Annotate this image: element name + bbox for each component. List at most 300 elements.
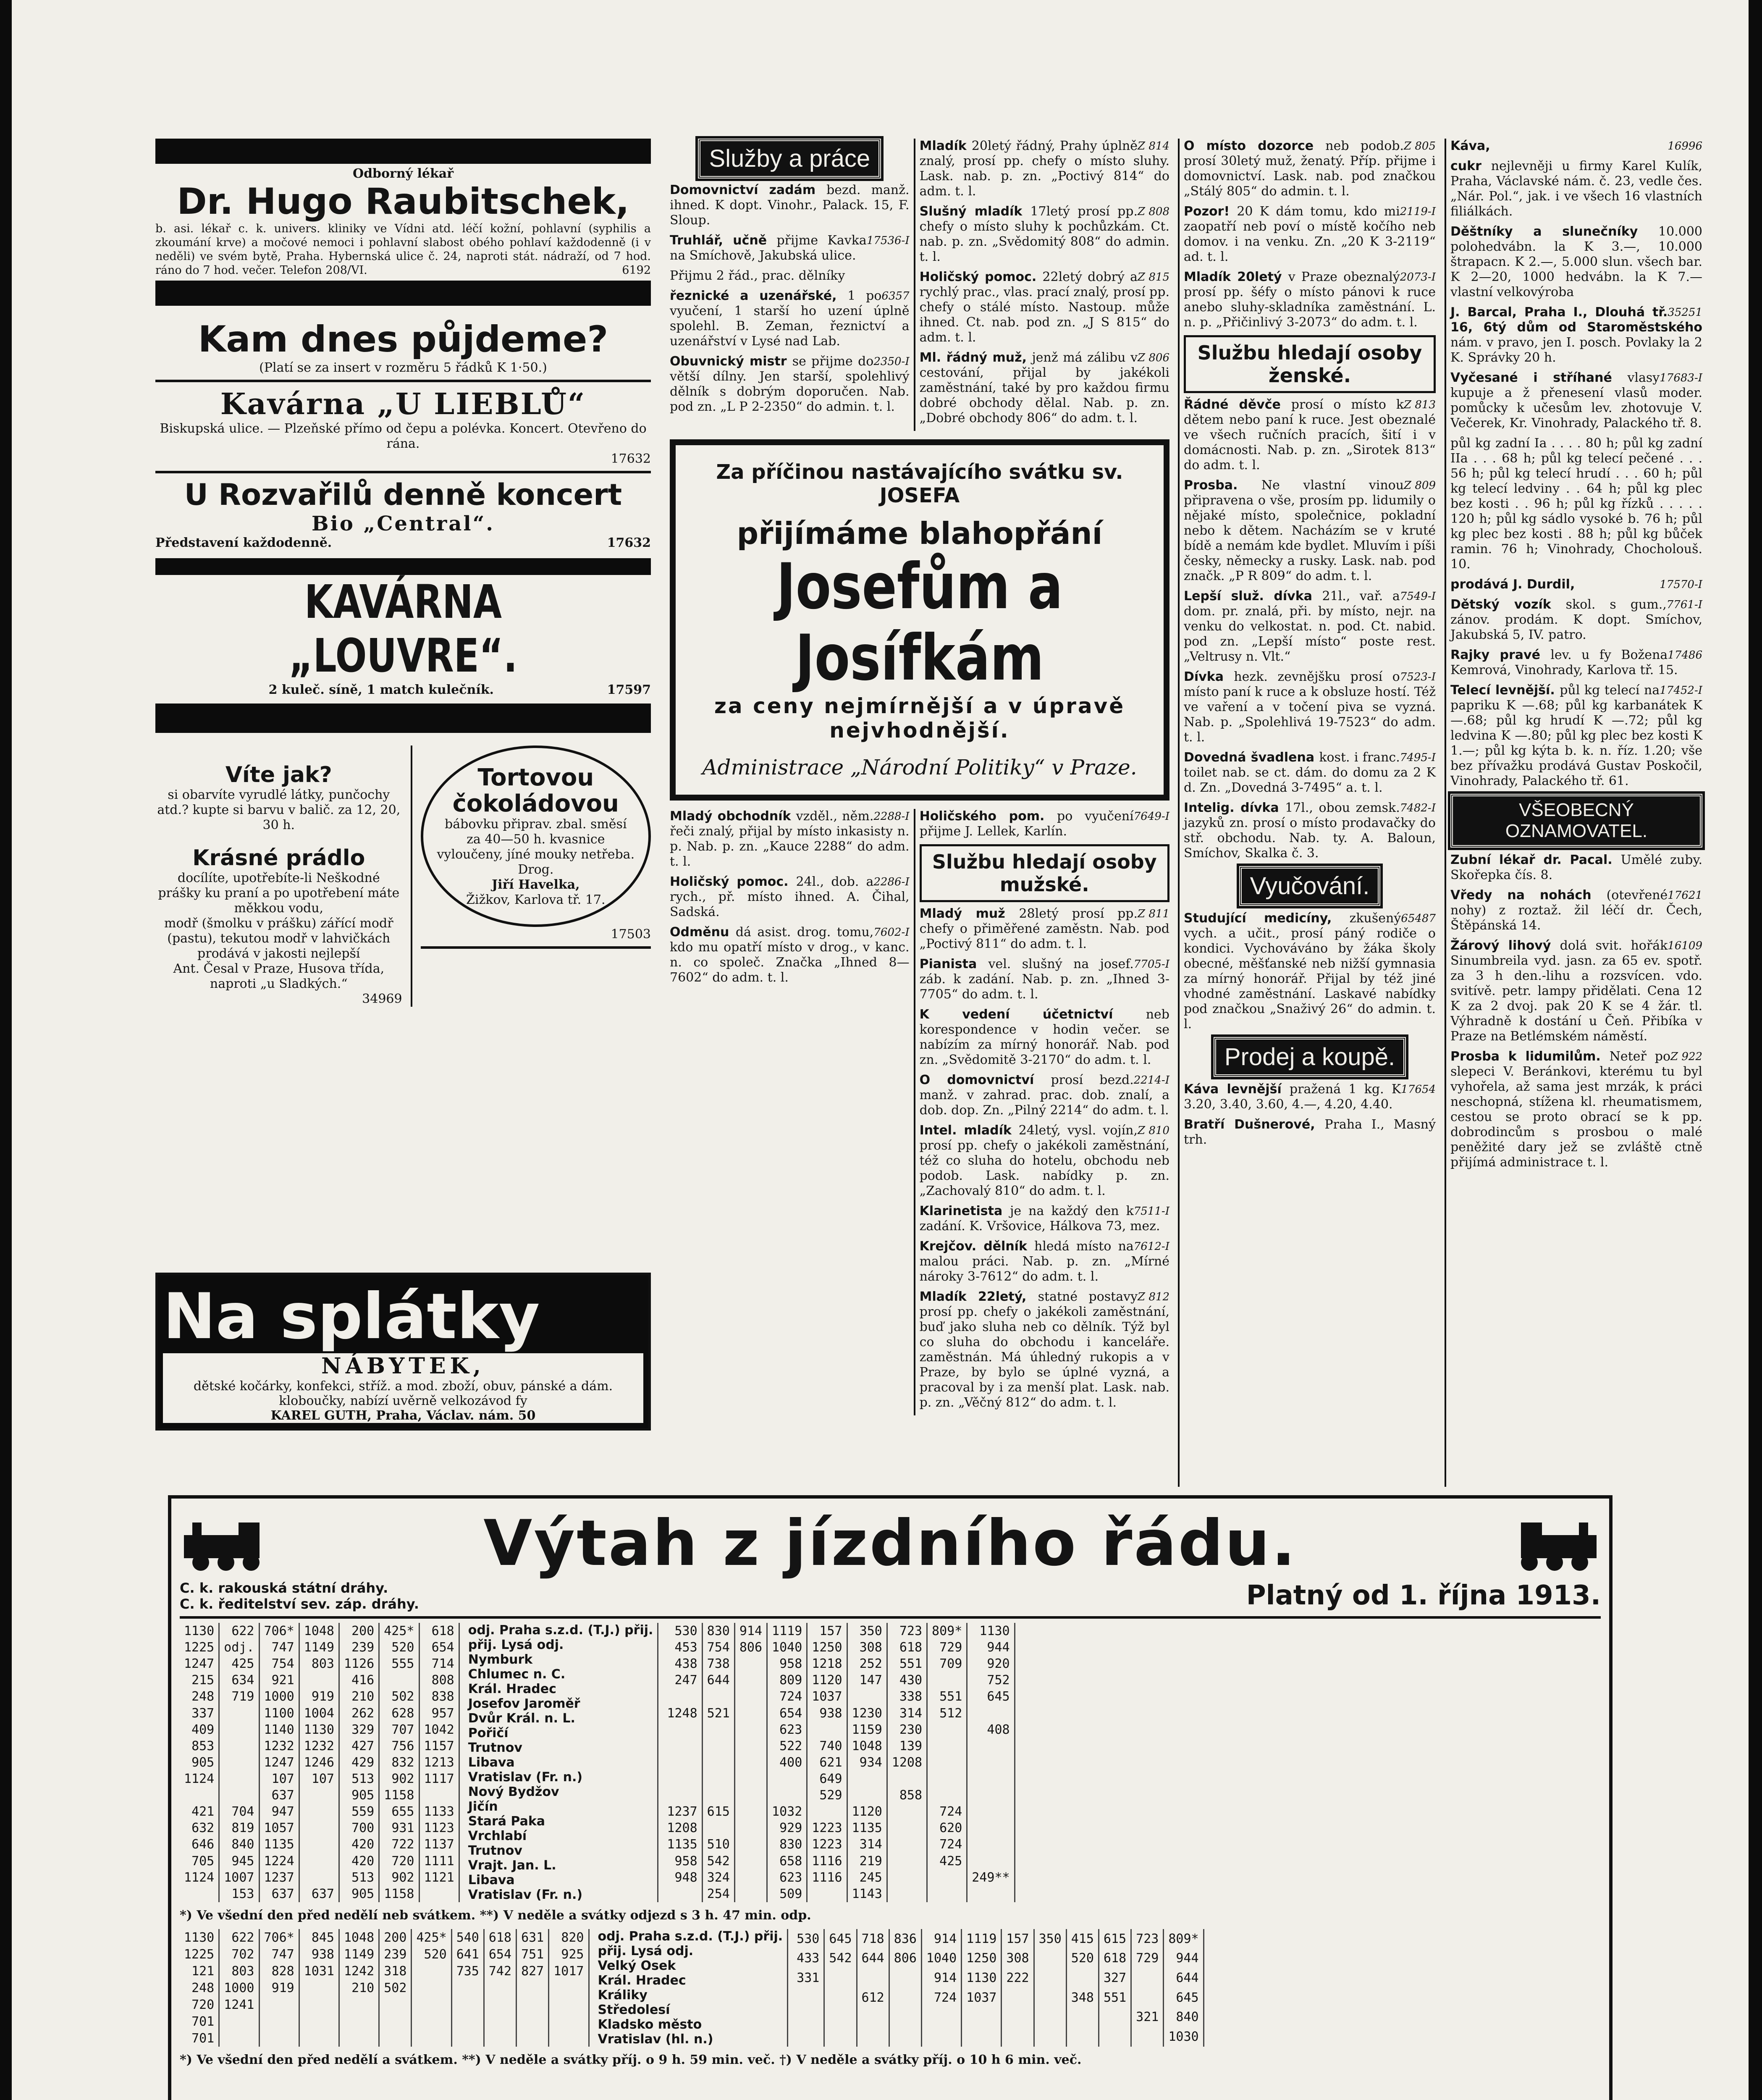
timetable-cell: 809: [767, 1672, 807, 1688]
block-1: [180, 1623, 1601, 1902]
timetable-cell: 529: [807, 1787, 847, 1803]
entry-heading: J. Barcal, Praha I., Dlouhá tř. 16, 6tý dům od Staroměstského: [1450, 305, 1702, 335]
timetable-cell: [663, 1722, 702, 1738]
timetable-cell: 644: [702, 1672, 734, 1688]
timetable-cell: [702, 1754, 734, 1771]
timetable-cell: 622: [219, 1929, 259, 1946]
timetable-cell: [1034, 2027, 1066, 2047]
timetable-cell: 921: [259, 1672, 299, 1688]
classified-entry: [920, 139, 1169, 199]
louvre-code: 17597: [607, 682, 651, 697]
timetable-cell: 551: [887, 1656, 927, 1672]
timetable-row: [180, 1688, 459, 1705]
timetable-row: [180, 1853, 459, 1869]
timetable-cell: 738: [702, 1656, 734, 1672]
entry-code: 7705-I: [1133, 958, 1169, 971]
entries-list: [1184, 1082, 1436, 1147]
timetable-row: [663, 1705, 1015, 1722]
entries-list: [670, 809, 910, 985]
timetable-cell: 919: [299, 1688, 339, 1705]
entry-code: 7649-I: [1133, 810, 1169, 823]
timetable-cell: [734, 1705, 767, 1722]
timetable-note-1: *) Ve všední den před nedělí neb svátkem. **) V neděle a svátky odjezd s 3 h. 47 min. odp.: [180, 1908, 811, 1923]
rule: [155, 380, 651, 382]
timetable-cell: 1119: [962, 1929, 1002, 1949]
timetable-cell: 1040: [921, 1949, 961, 1969]
station-name: Stará Paka: [464, 1814, 658, 1829]
entry-text: 20letý řádný, Prahy úplně znalý, prosí pp. chefy o místo sluhy. Lask. nab. p. zn. „Poctivý 814“ do adm. t. l.: [919, 139, 1169, 199]
timetable-cell: [1034, 2008, 1066, 2027]
lower-ads: [155, 746, 651, 1007]
timetable-cell: 827: [517, 1963, 549, 1979]
kam-sub: (Platí se za insert v rozměru 5 řádků K 1·50.): [259, 360, 547, 375]
timetable-cell: [824, 1968, 857, 1988]
divider-bar: [155, 139, 651, 164]
entry-heading: Mladík 20letý: [1184, 270, 1288, 284]
entry-text: kost. i franc. toilet nab. se ct. dám. do domu za 2 K d. Zn. „Dovedná 3-7495“ a. t. l.: [1184, 750, 1436, 795]
entries-list: [1450, 853, 1702, 1170]
timetable-cell: [259, 2030, 299, 2047]
timetable-row: [792, 1949, 1204, 1969]
classified-entry: [920, 204, 1169, 265]
timetable-cell: 1048: [339, 1929, 379, 1946]
timetable-cell: 327: [1099, 1968, 1131, 1988]
timetable-cell: 957: [419, 1705, 459, 1722]
station-name: Král. Hradec: [594, 1973, 788, 1988]
kam-title: Kam dnes půjdeme?: [198, 318, 608, 360]
timetable-row: [180, 1869, 459, 1886]
timetable-cell: [1131, 1968, 1164, 1988]
timetable-cell: 107: [259, 1771, 299, 1787]
timetable-cell: [927, 1771, 967, 1787]
timetable-cell: [379, 1996, 412, 2013]
entry-code: 7612-I: [1133, 1240, 1169, 1253]
column-2: [670, 139, 1169, 1487]
timetable-cell: 1124: [180, 1869, 219, 1886]
entry-heading: Klarinetista: [919, 1204, 1010, 1218]
entry-code: Z 812: [1138, 1291, 1169, 1303]
timetable-cell: 1048: [299, 1623, 339, 1639]
timetable-cell: 415: [1066, 1929, 1099, 1949]
timetable-cell: 947: [259, 1803, 299, 1820]
entry-heading: Vředy na nohách: [1450, 888, 1607, 903]
timetable-cell: 521: [702, 1705, 734, 1722]
timetable-row: [464, 1858, 658, 1873]
timetable-cell: [967, 1787, 1015, 1803]
entry-heading: Dívka: [1184, 669, 1234, 684]
timetable-cell: [451, 2030, 484, 2047]
entry-text: v Praze obeznalý prosí pp. šéfy o místo pánovi k ruce anebo sluhy-skladníka zaměstnání. L. n. p. „Přičinlivý 3-2073“ do adm. t. l.: [1184, 270, 1436, 330]
divider-bar: [155, 281, 651, 306]
bio-code: 17632: [607, 536, 651, 550]
timetable-cell: 1057: [259, 1820, 299, 1836]
timetable-cell: 654: [484, 1946, 516, 1963]
entries-list: [670, 183, 910, 415]
classified-entry: [1450, 305, 1702, 365]
station-name: Josefov Jaroměř: [464, 1696, 658, 1711]
entry-code: 17683-I: [1660, 372, 1702, 384]
entry-code: 2350-I: [873, 355, 910, 368]
timetable-cell: 1247: [259, 1754, 299, 1771]
entry-code: Z 922: [1670, 1050, 1702, 1063]
timetable-row: [464, 1623, 658, 1638]
classified-entry: [670, 183, 910, 228]
timetable-cell: [299, 1853, 339, 1869]
entry-code: 2214-I: [1133, 1074, 1169, 1087]
timetable-cell: [807, 1722, 847, 1738]
timetable-row: [792, 1968, 1204, 1988]
timetable-cell: [857, 2008, 889, 2027]
timetable-cell: [299, 1836, 339, 1853]
entry-text: je na každý den k zadání. K. Vršovice, Hálkova 73, mez.: [919, 1204, 1160, 1234]
timetable-title: Výtah z jízdního řádu.: [483, 1507, 1297, 1580]
timetable-row: [464, 1887, 658, 1902]
entry-text: 21l., vař. a dom. pr. znalá, při. by místo, nejr. na venku do velkostat. n. pod. Ct. nabid. pod zn. „Lepší místo“ poste rest. „Veltrusy n. Vlt.“: [1184, 589, 1436, 664]
louvre-row: [155, 682, 651, 698]
timetable-cell: 542: [702, 1853, 734, 1869]
nabytek: NÁBYTEK,: [163, 1353, 643, 1379]
entries-list: [1450, 139, 1702, 789]
entry-heading: Telecí levnější.: [1450, 683, 1560, 698]
classified-entry: [1450, 159, 1702, 219]
timetable-cell: 722: [379, 1836, 419, 1853]
splatky-name: KAREL GUTH, Praha, Václav. nám. 50: [163, 1408, 643, 1423]
station-name: Chlumec n. C.: [464, 1667, 658, 1682]
station-name: Jičín: [464, 1799, 658, 1814]
classified-entry: [670, 268, 910, 284]
timetable-cell: 555: [379, 1656, 419, 1672]
timetable-cell: 754: [259, 1656, 299, 1672]
entry-heading: Truhlář, učně: [670, 233, 777, 248]
louvre-text: 2 kuleč. síně, 1 match kulečník.: [268, 682, 494, 697]
timetable-cell: 540: [451, 1929, 484, 1946]
timetable-cell: 905: [180, 1754, 219, 1771]
timetable-cell: [927, 1722, 967, 1738]
timetable-cell: 1031: [299, 1963, 339, 1979]
timetable-cell: [219, 1787, 259, 1803]
station-name: Vratislav (hl. n.): [594, 2032, 788, 2047]
station-name: Libava: [464, 1755, 658, 1770]
entry-heading: Studující medicíny,: [1184, 911, 1350, 926]
timetable-cell: 836: [889, 1929, 921, 1949]
timetable: [168, 1495, 1613, 2100]
classified-entry: [920, 1123, 1169, 1199]
entry-code: 2286-I: [873, 876, 910, 888]
timetable-cell: 230: [887, 1722, 927, 1738]
timetable-block2-left: [180, 1929, 590, 2047]
rule: [421, 946, 651, 949]
timetable-cell: [927, 1672, 967, 1688]
timetable-row: [663, 1623, 1015, 1639]
valid-from: Platný od 1. října 1913.: [1246, 1580, 1601, 1611]
entry-heading: Intel. mladík: [919, 1123, 1019, 1138]
timetable-cell: 1133: [419, 1803, 459, 1820]
timetable-cell: 324: [702, 1869, 734, 1886]
entry-code: Z 811: [1138, 908, 1169, 920]
timetable-cell: 400: [767, 1754, 807, 1771]
station-name: Dvůr Král. n. L.: [464, 1711, 658, 1726]
timetable-row: [180, 1929, 589, 1946]
timetable-cell: [967, 1803, 1015, 1820]
entry-text: 20 K dám tomu, kdo mi zaopatří neb poví o místě kočího neb domov. i na venku. Zn. „20 K 3-2119“ ad. t. l.: [1184, 204, 1436, 264]
timetable-cell: 714: [419, 1656, 459, 1672]
entry-heading: Bratří Dušnerové,: [1184, 1117, 1325, 1132]
timetable-cell: 530: [663, 1623, 702, 1639]
timetable-cell: [967, 1738, 1015, 1754]
timetable-row: [594, 1973, 788, 1988]
timetable-cell: [847, 1688, 887, 1705]
divider-bar: [155, 558, 651, 575]
timetable-cell: 425*: [379, 1623, 419, 1639]
timetable-cell: 809*: [1164, 1929, 1204, 1949]
doctor-code: 6192: [622, 264, 651, 277]
timetable-cell: 914: [921, 1968, 961, 1988]
timetable-cell: [734, 1836, 767, 1853]
timetable-cell: 502: [379, 1688, 419, 1705]
entry-code: 7761-I: [1666, 598, 1702, 611]
timetable-cell: [412, 1979, 451, 1996]
timetable-cell: [549, 1996, 589, 2013]
timetable-cell: 1213: [419, 1754, 459, 1771]
entry-text: přijme Kavka na Smíchově, Jakubská ulice.: [670, 233, 867, 263]
timetable-cell: 1135: [259, 1836, 299, 1853]
timetable-row: [180, 1996, 589, 2013]
kavarna-lieblu-code: 17632: [611, 452, 651, 466]
timetable-cell: 1250: [807, 1639, 847, 1656]
timetable-cell: 1250: [962, 1949, 1002, 1969]
timetable-cell: 931: [379, 1820, 419, 1836]
timetable-cell: 510: [702, 1836, 734, 1853]
timetable-cell: 718: [857, 1929, 889, 1949]
classified-entry: [1450, 577, 1702, 592]
timetable-row: [464, 1696, 658, 1711]
entry-heading: Obuvnický mistr: [670, 354, 792, 369]
timetable-cell: [927, 1886, 967, 1902]
timetable-cell: [451, 1979, 484, 1996]
timetable-cell: 1130: [180, 1929, 219, 1946]
prodej-heading: Prodej a koupě.: [1214, 1037, 1406, 1077]
entry-heading: Děštníky a slunečníky: [1450, 224, 1659, 239]
timetable-row: [180, 1979, 589, 1996]
timetable-cell: 520: [412, 1946, 451, 1963]
timetable-cell: [451, 2013, 484, 2030]
timetable-row: [180, 2013, 589, 2030]
doctor-heading: Odborný lékař: [352, 166, 454, 181]
timetable-row: [464, 1740, 658, 1755]
timetable-cell: 905: [339, 1787, 379, 1803]
timetable-cell: [702, 1688, 734, 1705]
timetable-cell: 222: [1002, 1968, 1034, 1988]
entry-code: Z 810: [1138, 1124, 1169, 1137]
timetable-cell: [927, 1738, 967, 1754]
column-1: [155, 139, 651, 1423]
timetable-cell: 210: [339, 1688, 379, 1705]
timetable-cell: [1131, 2027, 1164, 2047]
timetable-cell: [219, 1738, 259, 1754]
timetable-cell: [663, 1886, 702, 1902]
classified-entry: [1184, 270, 1436, 330]
station-name: Králiky: [594, 1988, 788, 2003]
timetable-row: [180, 1886, 459, 1902]
timetable-row: [180, 1803, 459, 1820]
krasne-text3: Ant. Česal v Praze, Husova třída, naproti „u Sladkých.“: [173, 961, 385, 991]
timetable-cell: 348: [1066, 1988, 1099, 2008]
timetable-row: [464, 1843, 658, 1858]
entry-text: prosí bezd. manž. v zahrad. prac. dob. znalí, a dob. dop. Zn. „Pilný 2214“ do adm. t. l.: [919, 1073, 1169, 1118]
timetable-cell: [734, 1869, 767, 1886]
splatky-text: dětské kočárky, konfekci, stříž. a mod. zboží, obuv, pánské a dám. kloboučky, nabízí uvěrně velkozávod fy: [163, 1379, 643, 1408]
timetable-cell: 1117: [419, 1771, 459, 1787]
timetable-cell: 1135: [663, 1836, 702, 1853]
locomotive-icon: [180, 1514, 272, 1573]
entry-code: 17452-I: [1660, 684, 1702, 697]
timetable-cell: [219, 1771, 259, 1787]
timetable-cell: 644: [1164, 1968, 1204, 1988]
entry-code: Z 809: [1404, 479, 1436, 492]
timetable-cell: [887, 1886, 927, 1902]
timetable-cell: 1224: [259, 1853, 299, 1869]
timetable-cell: 1225: [180, 1946, 219, 1963]
timetable-cell: 838: [419, 1688, 459, 1705]
timetable-cell: [734, 1754, 767, 1771]
timetable-cell: 628: [379, 1705, 419, 1722]
doctor-desc: b. asi. lékař c. k. univers. kliniky ve Vídni atd. léčí kožní, pohlavní (syphilis a zkoumání krve) a močové nemoci i pohlavní slabost obého pohlaví každodenně (i v neděli) ve svém bytě, Praha. Hybernská ulice č. 24, naproti stát. nádraží, od 7 hod. ráno do 7 hod. večer. Telefon 208/VI.: [155, 222, 651, 277]
timetable-cell: 513: [339, 1771, 379, 1787]
timetable-cell: 559: [339, 1803, 379, 1820]
station-name: Kladsko město: [594, 2017, 788, 2032]
timetable-cell: [857, 1968, 889, 1988]
timetable-cell: [517, 1996, 549, 2013]
entry-heading: Mladý obchodník: [670, 809, 796, 824]
entry-code: 17654: [1401, 1083, 1436, 1096]
josef-line1: Za příčinou nastávajícího svátku sv. JOSEFA: [716, 460, 1123, 507]
timetable-cell: 756: [379, 1738, 419, 1754]
timetable-cell: 645: [967, 1688, 1015, 1705]
timetable-cell: 620: [927, 1820, 967, 1836]
timetable-cell: 806: [734, 1639, 767, 1656]
timetable-cell: 139: [887, 1738, 927, 1754]
timetable-row: [663, 1886, 1015, 1902]
timetable-cell: 1119: [767, 1623, 807, 1639]
classified-entry: [1450, 436, 1702, 572]
timetable-cell: 542: [824, 1949, 857, 1969]
timetable-cell: 551: [1099, 1988, 1131, 2008]
timetable-row: [464, 1814, 658, 1829]
timetable-cell: 645: [824, 1929, 857, 1949]
station-name: přij. Lysá odj.: [464, 1638, 658, 1652]
timetable-row: [464, 1726, 658, 1740]
timetable-block1-stations: [464, 1623, 659, 1902]
timetable-cell: 634: [219, 1672, 259, 1688]
timetable-note-2: *) Ve všední den před nedělí a svátkem. **) V neděle a svátky příj. o 9 h. 59 min. več. †) V neděle a svátky příj. o 10 h 6 min. več.: [180, 2053, 1082, 2067]
timetable-row: [464, 1873, 658, 1887]
entry-text: 22letý dobrý a rychlý prac., vlas. prací znalý, prosí pp. chefy o stálé místo. Nastoup. může ihned. Ct. nab. pod zn. „J S 815“ do adm. t. l.: [919, 270, 1169, 345]
timetable-cell: 803: [219, 1963, 259, 1979]
timetable-cell: 654: [419, 1639, 459, 1656]
entry-heading: Holičský pomoc.: [670, 874, 796, 889]
timetable-row: [464, 1799, 658, 1814]
timetable-cell: 828: [259, 1963, 299, 1979]
entry-text: půl kg zadní Ia . . . . 80 h; půl kg zadní IIa . . . 68 h; půl kg telecí pečené . . . 56 h; půl kg telecí hrudí . . . 60 h; půl kg telecí ledviny . . 64 h; půl kg plec bez kosti . . 96 h; půl kg řízků . . . . . 120 h; půl kg sádlo vysoké b. 76 h; půl kg plec bez kosti . 88 h; půl kg bůček ramin. 76 h; Vinohrady, Chocholouš. 10.: [1450, 436, 1702, 572]
timetable-cell: 215: [180, 1672, 219, 1688]
hledaji-zenske: Službu hledají osoby ženské.: [1184, 335, 1436, 393]
entry-text: se přijme do větší dílny. Jen starší, spolehlivý dělník s dobrým doporučen. Nab. pod zn. „L P 2-2350“ do admin. t. l.: [670, 354, 910, 414]
timetable-cell: [857, 2027, 889, 2047]
entry-text: prosí o místo k dětem nebo paní k ruce. Jest obeznalé ve všech ručních pracích, šití i v domácnosti. Nab. p. zn. „Sirotek 813“ do adm. t. l.: [1184, 397, 1436, 472]
timetable-cell: 1143: [847, 1886, 887, 1902]
timetable-cell: 654: [767, 1705, 807, 1722]
entry-heading: Slušný mladík: [919, 204, 1030, 219]
timetable-cell: [484, 2013, 516, 2030]
timetable-cell: [549, 1979, 589, 1996]
timetable-cell: [887, 1803, 927, 1820]
entry-code: 65487: [1401, 912, 1436, 925]
timetable-cell: [1066, 2027, 1099, 2047]
timetable-cell: 1159: [847, 1722, 887, 1738]
block-2: [180, 1929, 1601, 2047]
timetable-row: [594, 2017, 788, 2032]
entry-text: hledá místo na malou práci. Nab. p. zn. „Mírné nároky 3-7612“ do adm. t. l.: [919, 1239, 1169, 1284]
timetable-row: [180, 2030, 589, 2047]
entry-code: 2119-I: [1400, 205, 1436, 218]
timetable-cell: [412, 1996, 451, 2013]
timetable-row: [663, 1639, 1015, 1656]
classified-entry: [1184, 669, 1436, 745]
timetable-cell: [299, 1787, 339, 1803]
entries-list: [920, 906, 1169, 1410]
vite-text: si obarvíte vyrudlé látky, punčochy atd.? kupte si barvu v balič. za 12, 20, 30 h.: [157, 788, 401, 832]
entry-heading: Káva,: [1450, 139, 1490, 153]
timetable-cell: 219: [847, 1853, 887, 1869]
classified-entry: [1184, 397, 1436, 473]
timetable-row: [464, 1770, 658, 1785]
timetable-cell: 914: [921, 1929, 961, 1949]
timetable-row: [663, 1836, 1015, 1853]
krasne-text2: modř (šmolku v prášku) zářící modř (pastu), tekutou modř v lahvičkách prodává v jakosti nejlepší: [164, 916, 393, 961]
josef-line4: za ceny nejmírnější a v úpravě nejvhodnější.: [714, 694, 1125, 743]
timetable-cell: 944: [967, 1639, 1015, 1656]
tortova-title: Tortovou čokoládovou: [452, 764, 619, 817]
timetable-cell: 107: [299, 1771, 339, 1787]
timetable-cell: 858: [887, 1787, 927, 1803]
station-name: Středolesí: [594, 2003, 788, 2017]
classified-entry: [670, 289, 910, 349]
timetable-cell: 513: [339, 1869, 379, 1886]
timetable-block2-stations: [594, 1929, 789, 2047]
entry-text: hezk. zevnějšku prosí o místo paní k ruce a k obsluze hostí. Též ve vaření a v točení piva se vyzná. Nab. p. „Spolehlivá 19-7523“ do adm. t. l.: [1184, 669, 1436, 745]
classified-entry: [1450, 853, 1702, 883]
timetable-cell: [702, 1787, 734, 1803]
timetable-cell: 1120: [807, 1672, 847, 1688]
timetable-cell: [663, 1787, 702, 1803]
timetable-cell: [734, 1803, 767, 1820]
timetable-cell: 958: [663, 1853, 702, 1869]
timetable-cell: 615: [1099, 1929, 1131, 1949]
operators: [180, 1580, 419, 1612]
timetable-cell: 153: [219, 1886, 259, 1902]
timetable-row: [663, 1869, 1015, 1886]
timetable-cell: 803: [299, 1656, 339, 1672]
timetable-row: [464, 1652, 658, 1667]
timetable-cell: 655: [379, 1803, 419, 1820]
station-name: Nový Bydžov: [464, 1785, 658, 1799]
timetable-cell: [219, 2013, 259, 2030]
timetable-row: [464, 1755, 658, 1770]
timetable-cell: 845: [299, 1929, 339, 1946]
timetable-cell: [299, 2013, 339, 2030]
timetable-cell: 914: [734, 1623, 767, 1639]
entry-heading: Mladík: [919, 139, 972, 153]
